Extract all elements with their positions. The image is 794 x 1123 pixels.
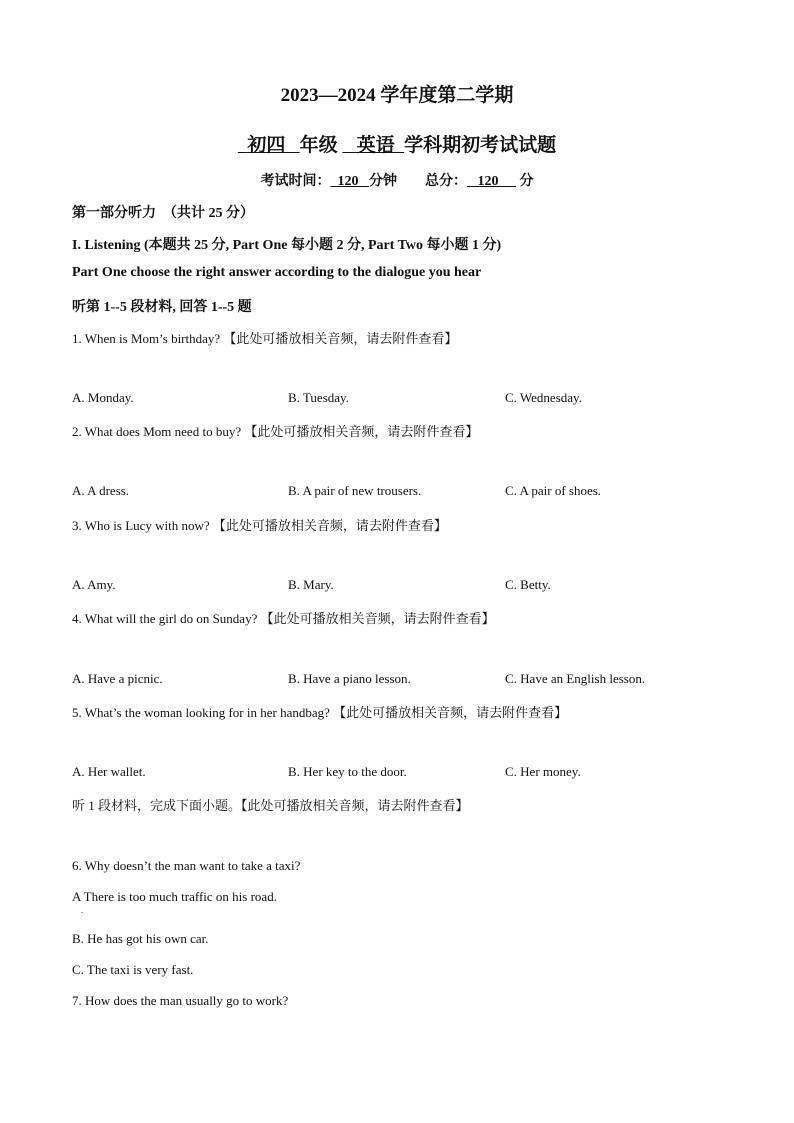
grade-suffix: 年级 [299, 135, 338, 156]
question-3: 3. Who is Lucy with now? 【此处可播放相关音频，请去附件查看】 [72, 518, 447, 533]
section-title: I. Listening (本题共 25 分, Part One 每小题 2 分, Part Two 每小题 1 分) [72, 238, 502, 253]
q1-option-b: B. Tuesday. [288, 390, 349, 405]
exam-title: 2023—2024 学年度第二学期 [280, 85, 514, 106]
listen-instruction: 听 1 段材料，完成下面小题。【此处可播放相关音频，请去附件查看】 [72, 798, 469, 813]
question-2: 2. What does Mom need to buy? 【此处可播放相关音频，请去附件查看】 [72, 424, 479, 439]
q6-option-b: B. He has got his own car. [72, 931, 209, 946]
q5-option-c: C. Her money. [505, 764, 581, 779]
exam-subtitle [0, 130, 794, 157]
question-7: 7. How does the man usually go to work? [72, 993, 289, 1008]
q6-option-a: A There is too much traffic on his road. [72, 889, 277, 904]
q5-option-a: A. Her wallet. [72, 764, 146, 779]
q6-option-c: C. The taxi is very fast. [72, 962, 194, 977]
score-label: 总分： [425, 174, 467, 189]
grade-value: 初四 [247, 135, 286, 156]
q2-option-c: C. A pair of shoes. [505, 483, 602, 498]
exam-meta [0, 170, 794, 190]
q4-option-c: C. Have an English lesson. [505, 671, 646, 686]
q1-option-c: C. Wednesday. [505, 390, 582, 405]
subject-value: 英语 [356, 135, 395, 156]
question-5: 5. What’s the woman looking for in her handbag? 【此处可播放相关音频，请去附件查看】 [72, 705, 568, 720]
question-6: 6. Why doesn’t the man want to take a taxi? [72, 858, 301, 873]
q3-option-a: A. Amy. [72, 577, 116, 592]
time-label: 考试时间： [260, 174, 331, 189]
q4-option-a: A. Have a picnic. [72, 671, 163, 686]
question-4: 4. What will the girl do on Sunday? 【此处可播放相关音频，请去附件查看】 [72, 611, 495, 626]
q3-option-b: B. Mary. [288, 577, 334, 592]
time-unit: 分钟 [369, 174, 397, 189]
q4-option-b: B. Have a piano lesson. [288, 671, 411, 686]
q1-option-a: A. Monday. [72, 390, 134, 405]
q2-option-b: B. A pair of new trousers. [288, 483, 422, 498]
question-1: 1. When is Mom’s birthday? 【此处可播放相关音频，请去附件查看】 [72, 331, 458, 346]
part-heading: 第一部分听力 （共计 25 分） [72, 206, 254, 221]
q3-option-c: C. Betty. [505, 577, 551, 592]
q5-option-b: B. Her key to the door. [288, 764, 407, 779]
score-value: 120 [477, 174, 499, 189]
q2-option-a: A. A dress. [72, 483, 130, 498]
part-one-title: Part One choose the right answer according to the dialogue you hear [72, 265, 482, 280]
score-unit: 分 [519, 174, 534, 189]
stray-dot: . [81, 906, 83, 915]
instruction: 听第 1--5 段材料, 回答 1--5 题 [72, 300, 252, 315]
time-value: 120 [337, 174, 359, 189]
subject-suffix: 学科期初考试试题 [404, 135, 557, 156]
